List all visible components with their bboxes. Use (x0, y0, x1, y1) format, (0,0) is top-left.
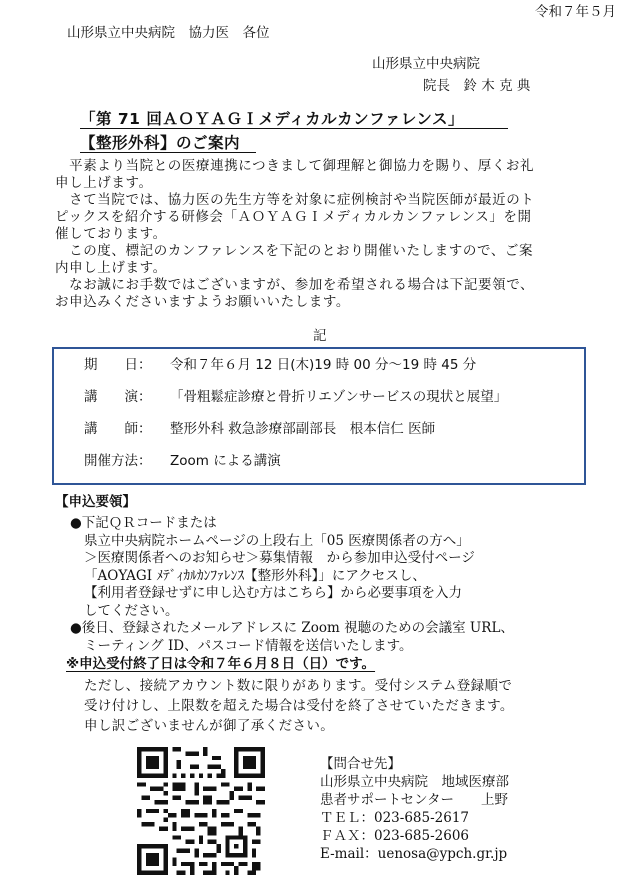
document-date: 令和７年５月 (535, 4, 616, 20)
qr-code-image[interactable] (137, 747, 265, 875)
note-line: 受け付けし、上限数を超えた場合は受付を終了させていただきます。 (84, 698, 514, 714)
bullet-line: 県立中央病院ホームページの上段右上「05 医療関係者の方へ」 (84, 532, 470, 549)
ki-heading: 記 (313, 328, 327, 344)
contact-block (320, 755, 509, 863)
lecture-label: 講 演： (84, 389, 152, 405)
sender-organization: 山形県立中央病院 (372, 56, 480, 72)
body-line: なお誠にお手数ではございますが、参加を希望される場合は下記要領で、 (55, 277, 535, 293)
lecturer-value: 整形外科 救急診療部副部長 根本信仁 医師 (170, 421, 436, 437)
bullet-line: 【利用者登録せずに申し込む方はこちら】から必要事項を入力 (84, 585, 462, 601)
sender-name: 院長 鈴 木 克 典 (423, 78, 531, 94)
body-line: 申し上げます。 (55, 175, 153, 191)
title-line-2: 【整形外科】のご案内 (80, 134, 241, 152)
lecturer-label: 講 師： (84, 421, 152, 437)
detail-lecture (84, 389, 507, 406)
contact-organization: 山形県立中央病院 地域医療部 (320, 774, 509, 790)
contact-heading: 【問合せ先】 (320, 756, 401, 772)
bullet-line: 「AOYAGI ﾒﾃﾞｨｶﾙｶﾝﾌｧﾚﾝｽ【整形外科】」にアクセスし、 (84, 567, 426, 584)
application-bullet-2 (70, 620, 514, 655)
body-text (55, 158, 534, 311)
deadline-notice: ※申込受付終了日は令和７年６月８日（日）です。 (66, 656, 376, 672)
note-line: ただし、接続アカウント数に限りがあります。受付システム登録順で (84, 678, 513, 694)
title-underline-1 (80, 128, 508, 129)
bullet-line: ●後日、登録されたメールアドレスに Zoom 視聴のための会議室 URL、 (70, 620, 514, 636)
body-line: 催しております。 (55, 226, 167, 242)
contact-department: 患者サポートセンター 上野 (320, 792, 509, 808)
date-value: 令和７年６月 12 日(木)19 時 00 分～19 時 45 分 (170, 357, 477, 373)
bullet-line: ●下記ＱＲコードまたは (70, 515, 217, 531)
addressee: 山形県立中央病院 協力医 各位 (67, 25, 270, 41)
contact-fax: ＦＡＸ：023-685-2606 (320, 828, 470, 844)
method-label: 開催方法： (84, 453, 152, 469)
contact-tel: ＴＥＬ：023-685-2617 (320, 810, 470, 826)
body-line: この度、標記のカンファレンスを下記のとおり開催いたしますので、ご案 (55, 243, 534, 259)
contact-email[interactable]: E-mail：uenosa@ypch.gr.jp (320, 846, 508, 862)
application-bullet-1 (70, 515, 475, 620)
date-label: 期 日： (84, 357, 152, 373)
bullet-line: ＞医療関係者へのお知らせ＞募集情報 から参加申込受付ページ (84, 550, 475, 566)
body-line: お申込みくださいますようお願いいたします。 (55, 294, 351, 310)
body-line: 内申し上げます。 (55, 260, 167, 276)
body-line: さて当院では、協力医の先生方等を対象に症例検討や当院医師が最近のト (55, 192, 535, 208)
method-value: Zoom による講演 (170, 453, 281, 469)
detail-lecturer (84, 421, 435, 438)
detail-date (84, 357, 476, 374)
deadline-notes (84, 676, 514, 736)
title-underline-2 (80, 152, 256, 153)
bullet-line: してください。 (84, 602, 179, 619)
body-line: ピックスを紹介する研修会「ＡＯＹＡＧＩメディカルカンファレンス」を開 (55, 209, 532, 225)
bullet-line: ミーティング ID、パスコード情報を送信いたします。 (84, 637, 413, 654)
event-details-box (52, 347, 586, 485)
body-line: 平素より当院との医療連携につきまして御理解と御協力を賜り、厚くお礼 (55, 158, 535, 174)
lecture-value: 「骨粗鬆症診療と骨折リエゾンサービスの現状と展望」 (170, 389, 508, 405)
note-line: 申し訳ございませんが御了承ください。 (84, 718, 335, 734)
application-heading: 【申込要領】 (55, 494, 136, 510)
qr-code-graphic (137, 747, 265, 875)
title-line-1: 「第 71 回ＡＯＹＡＧＩメディカルカンファレンス」 (80, 110, 464, 128)
detail-method (84, 453, 281, 470)
